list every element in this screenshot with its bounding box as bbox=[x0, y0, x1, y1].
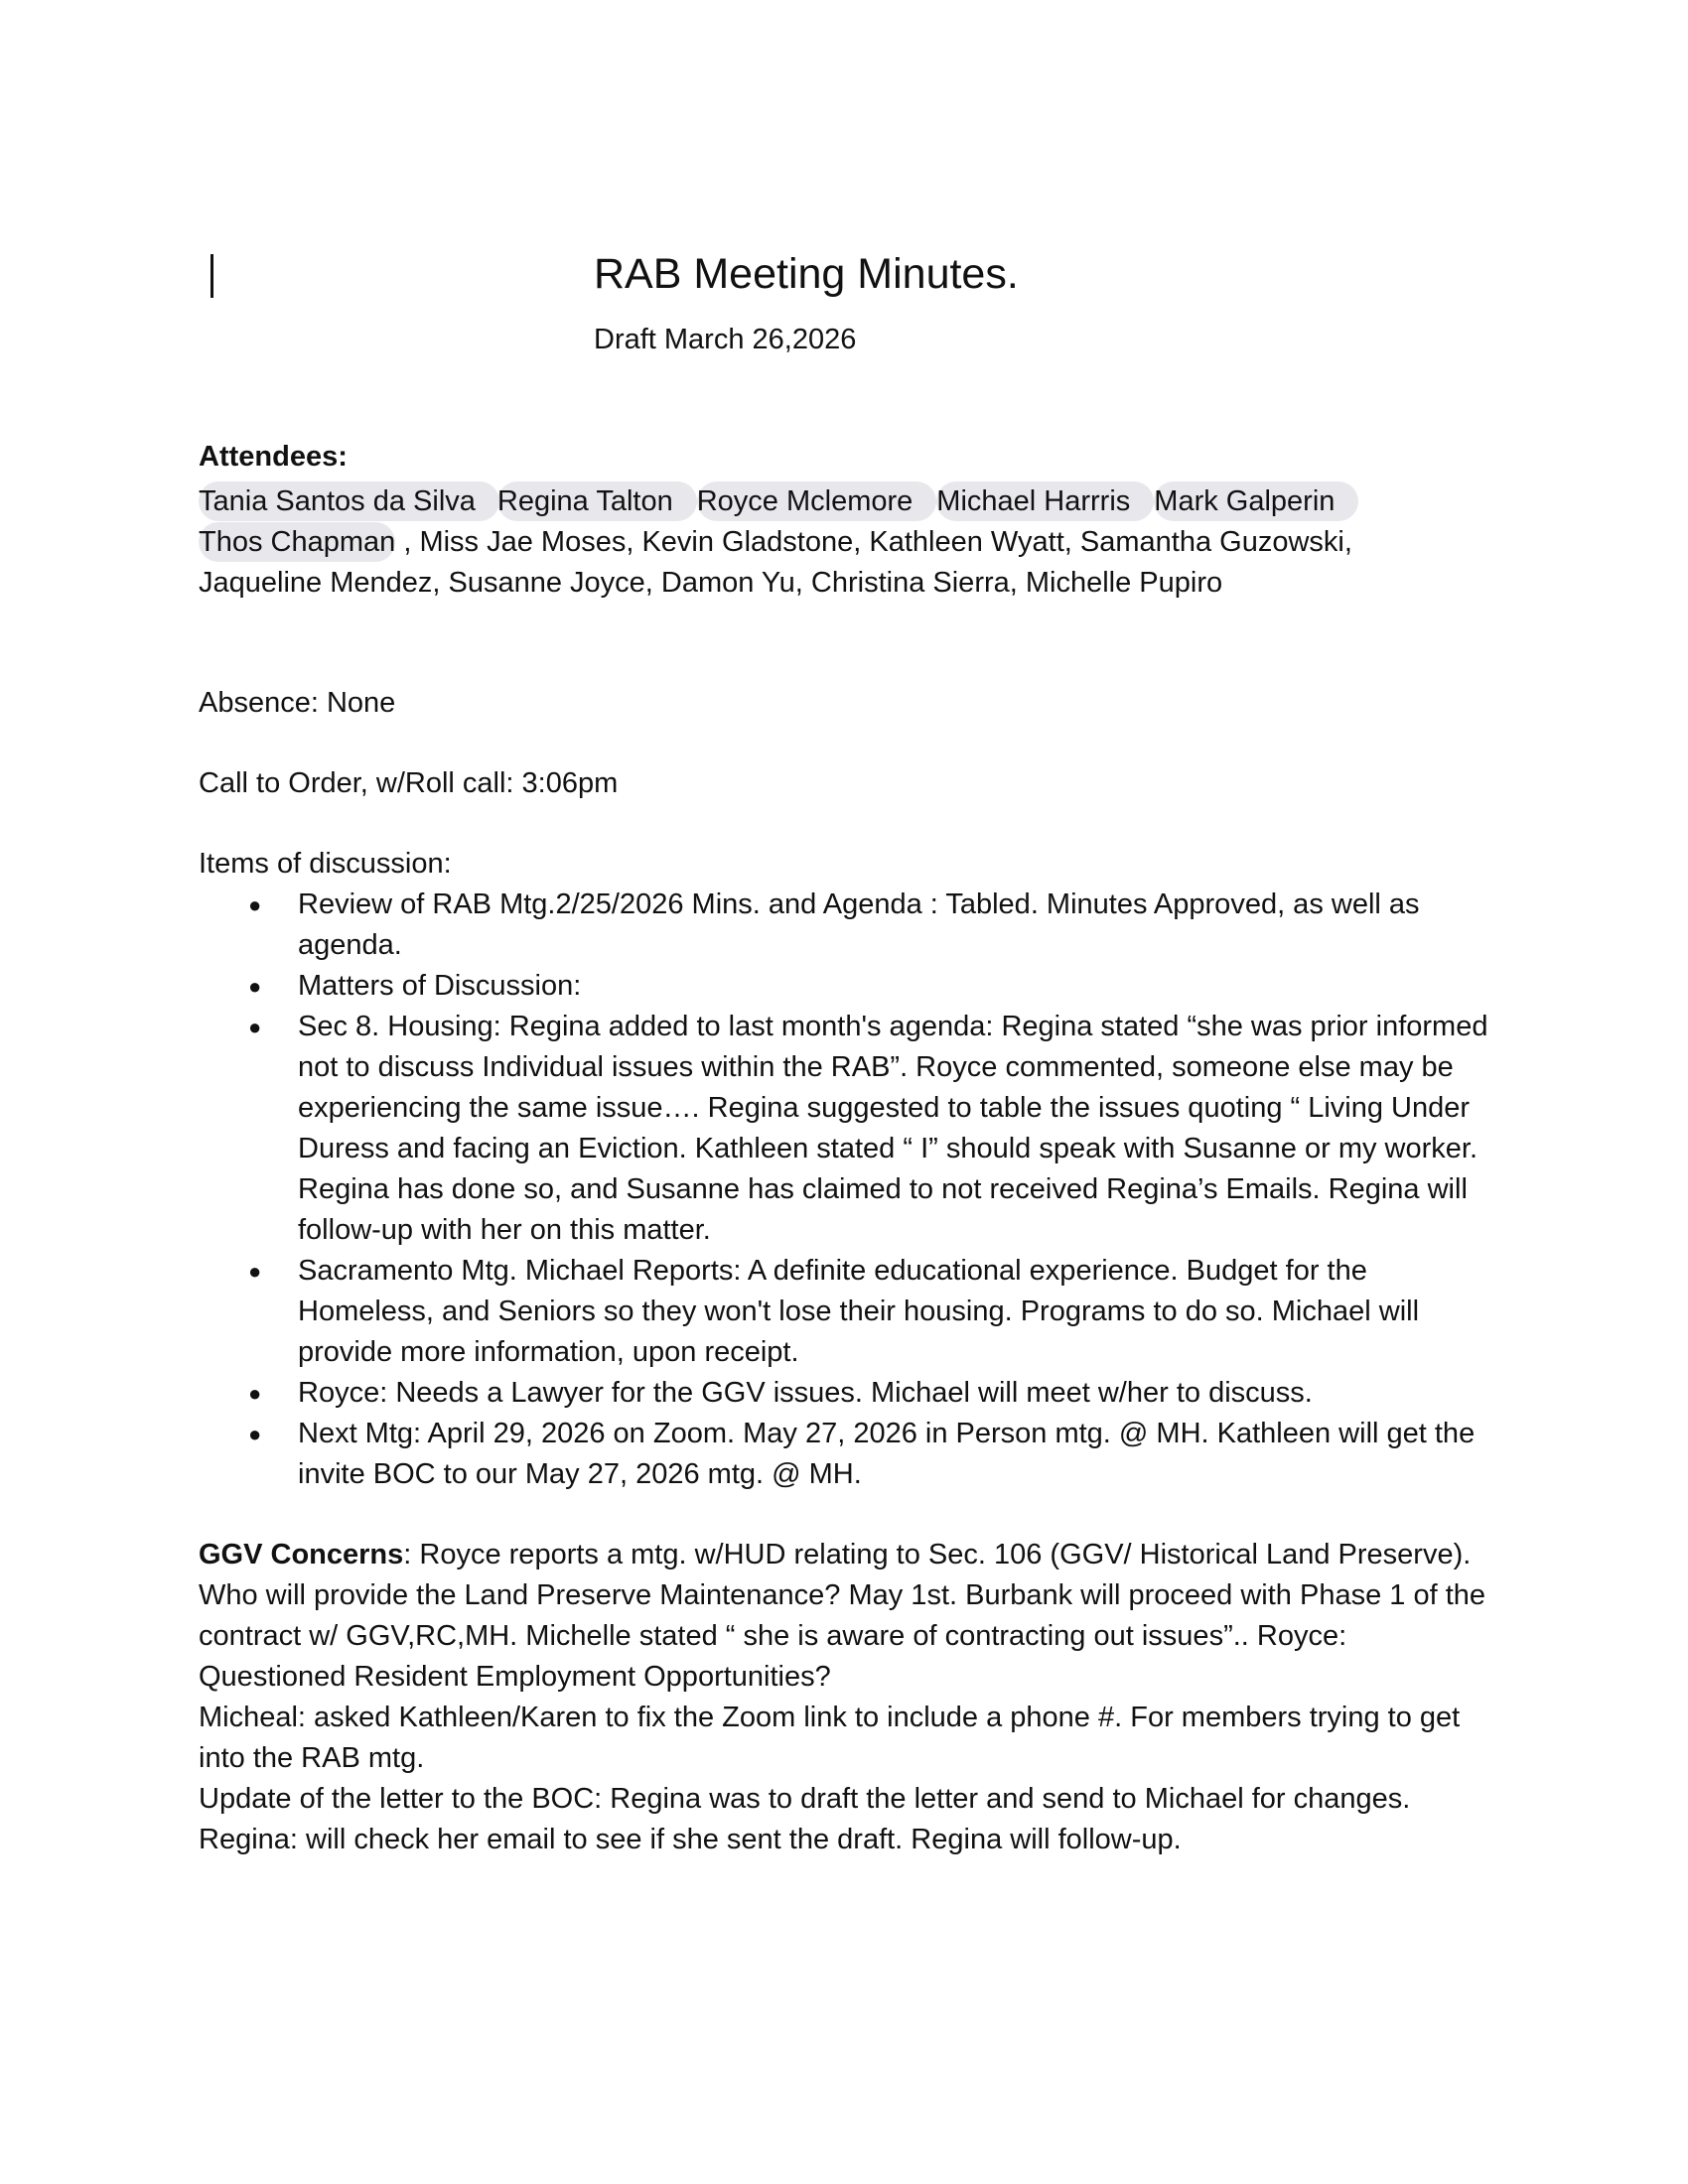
list-item: ● Sec 8. Housing: Regina added to last month's agenda: Regina stated “she was prior informed not to discuss Individual issues within the RAB”. Royce commented, someone else may be experiencing the same issue…. Regina suggested to table the issues quoting “ Living Under Duress and facing an Eviction. Kathleen stated “ I” should speak with Susanne or my worker. Regina has done so, and Susanne has claimed to not received Regina’s Emails. Regina will follow-up with her on this matter. bbox=[298, 1007, 1489, 1251]
items-of-discussion-heading: Items of discussion: bbox=[199, 848, 452, 880]
regina-followup-line: Regina: will check her email to see if she sent the draft. Regina will follow-up. bbox=[199, 1824, 1182, 1855]
document-body bbox=[199, 437, 1489, 1860]
list-item: ● Matters of Discussion: bbox=[298, 966, 1489, 1007]
boc-letter-update-line: Update of the letter to the BOC: Regina was to draft the letter and send to Michael for changes. bbox=[199, 1783, 1411, 1815]
ggv-concerns-label: GGV Concerns bbox=[199, 1539, 404, 1570]
draft-date: Draft March 26,2026 bbox=[594, 324, 857, 355]
ggv-concerns-text: : Royce reports a mtg. w/HUD relating to Sec. 106 (GGV/ Historical Land Preserve). Who will provide the Land Preserve Maintenance? May 1st. Burbank will proceed with Phase 1 of the contract w/ GGV,RC,MH. Michelle stated “ she is aware of contracting out issues”.. Royce: Questioned Resident Employment Opportunities? bbox=[199, 1539, 1486, 1693]
micheal-zoom-line: Micheal: asked Kathleen/Karen to fix the Zoom link to include a phone #. For members trying to get into the RAB mtg. bbox=[199, 1702, 1461, 1774]
attendees-text: , Miss Jae Moses, Kevin Gladstone, Kathleen Wyatt, Samantha Guzowski, bbox=[395, 526, 1352, 558]
page-title: RAB Meeting Minutes. bbox=[594, 250, 1019, 298]
attendee-chip[interactable]: Mark Galperin bbox=[1154, 481, 1358, 521]
attendees-line-3: Jaqueline Mendez, Susanne Joyce, Damon Yu, Christina Sierra, Michelle Pupiro bbox=[199, 567, 1223, 599]
attendees-line-2 bbox=[199, 522, 1489, 563]
attendees-list bbox=[199, 481, 1489, 604]
discussion-list bbox=[199, 885, 1489, 1495]
attendee-chip[interactable]: Michael Harrris bbox=[936, 481, 1154, 521]
ggv-concerns-paragraph bbox=[199, 1535, 1489, 1698]
list-item: ● Review of RAB Mtg.2/25/2026 Mins. and Agenda : Tabled. Minutes Approved, as well as agenda. bbox=[298, 885, 1489, 966]
list-item: ● Next Mtg: April 29, 2026 on Zoom. May 27, 2026 in Person mtg. @ MH. Kathleen will get the invite BOC to our May 27, 2026 mtg. @ MH. bbox=[298, 1414, 1489, 1495]
attendee-chip[interactable]: Royce Mclemore bbox=[697, 481, 937, 521]
attendees-label: Attendees: bbox=[199, 441, 348, 473]
list-item: ● Royce: Needs a Lawyer for the GGV issues. Michael will meet w/her to discuss. bbox=[298, 1373, 1489, 1414]
attendee-chip[interactable]: Regina Talton bbox=[497, 481, 697, 521]
list-item: ● Sacramento Mtg. Michael Reports: A definite educational experience. Budget for the Homeless, and Seniors so they won't lose their housing. Programs to do so. Michael will provide more information, upon receipt. bbox=[298, 1251, 1489, 1373]
text-cursor bbox=[211, 254, 213, 298]
call-to-order-line: Call to Order, w/Roll call: 3:06pm bbox=[199, 767, 619, 799]
attendees-line-1 bbox=[199, 481, 1489, 522]
attendee-chip[interactable]: Thos Chapman bbox=[199, 522, 395, 562]
attendee-chip[interactable]: Tania Santos da Silva bbox=[199, 481, 499, 521]
absence-line: Absence: None bbox=[199, 687, 396, 719]
